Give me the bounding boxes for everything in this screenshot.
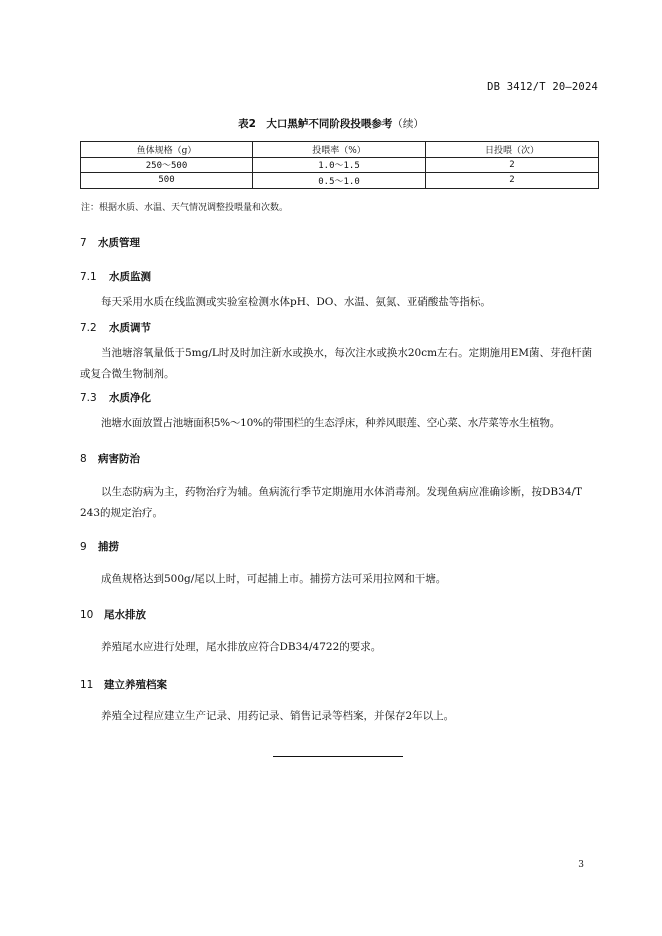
section-11-text: 养殖全过程应建立生产记录、用药记录、销售记录等档案，并保存2年以上。 [101, 710, 455, 722]
section-heading-7-3 [80, 390, 151, 405]
section-title: 捕捞 [98, 541, 119, 553]
column-header-feeding-rate: 投喂率（%） [253, 142, 426, 158]
section-heading-7 [80, 235, 140, 250]
section-heading-8 [80, 451, 140, 466]
section-number: 8 [80, 453, 87, 465]
section-title: 尾水排放 [104, 609, 146, 621]
section-8-text: 以生态防病为主，药物治疗为辅。鱼病流行季节定期施用水体消毒剂。发现鱼病应准确诊断，按DB34/T 243的规定治疗。 [80, 486, 583, 519]
section-title: 水质调节 [109, 322, 151, 334]
table-row [81, 157, 599, 173]
feeding-reference-table [80, 141, 599, 189]
table-title-continued: （续） [392, 118, 424, 130]
section-7-2-text: 当池塘溶氧量低于5mg/L时及时加注新水或换水，每次注水或换水20cm左右。定期施用EM菌、芽孢杆菌或复合微生物制剂。 [80, 347, 592, 380]
table-title-text: 表2 大口黑鲈不同阶段投喂参考 [238, 118, 393, 130]
cell-feeding-rate: 0.5～1.0 [253, 173, 426, 189]
section-number: 11 [80, 679, 94, 691]
table-title [0, 116, 662, 131]
section-title: 水质管理 [98, 237, 140, 249]
section-number: 7.2 [80, 322, 97, 334]
end-rule [273, 756, 403, 757]
section-number: 7 [80, 237, 87, 249]
cell-feeding-rate: 1.0～1.5 [253, 157, 426, 173]
section-heading-11 [80, 677, 167, 692]
table-note: 注：根据水质、水温、天气情况调整投喂量和次数。 [81, 203, 289, 213]
section-10-text: 养殖尾水应进行处理，尾水排放应符合DB34/4722的要求。 [101, 641, 382, 653]
cell-fish-size: 500 [81, 173, 253, 189]
section-heading-10 [80, 607, 146, 622]
section-number: 7.3 [80, 392, 97, 404]
section-title: 水质净化 [109, 392, 151, 404]
column-header-fish-size: 鱼体规格（g） [81, 142, 253, 158]
section-heading-9 [80, 539, 119, 554]
table-header-row [81, 142, 599, 158]
section-number: 7.1 [80, 271, 97, 283]
table-row [81, 173, 599, 189]
column-header-daily-feedings: 日投喂（次） [426, 142, 599, 158]
section-heading-7-2 [80, 320, 151, 335]
section-7-3-text: 池塘水面放置占池塘面积5%～10%的带围栏的生态浮床，种养风眼莲、空心菜、水芹菜等水生植物。 [101, 417, 560, 429]
section-number: 9 [80, 541, 87, 553]
cell-fish-size: 250～500 [81, 157, 253, 173]
standard-number: DB 3412/T 20—2024 [487, 81, 598, 93]
section-heading-7-1 [80, 269, 151, 284]
section-title: 建立养殖档案 [104, 679, 167, 691]
section-7-1-text: 每天采用水质在线监测或实验室检测水体pH、DO、水温、氨氮、亚硝酸盐等指标。 [101, 296, 491, 308]
cell-daily-feedings: 2 [426, 157, 599, 173]
cell-daily-feedings: 2 [426, 173, 599, 189]
section-title: 病害防治 [98, 453, 140, 465]
section-number: 10 [80, 609, 94, 621]
section-title: 水质监测 [109, 271, 151, 283]
page-number: 3 [578, 860, 584, 870]
section-9-text: 成鱼规格达到500g/尾以上时，可起捕上市。捕捞方法可采用拉网和干塘。 [101, 573, 447, 585]
